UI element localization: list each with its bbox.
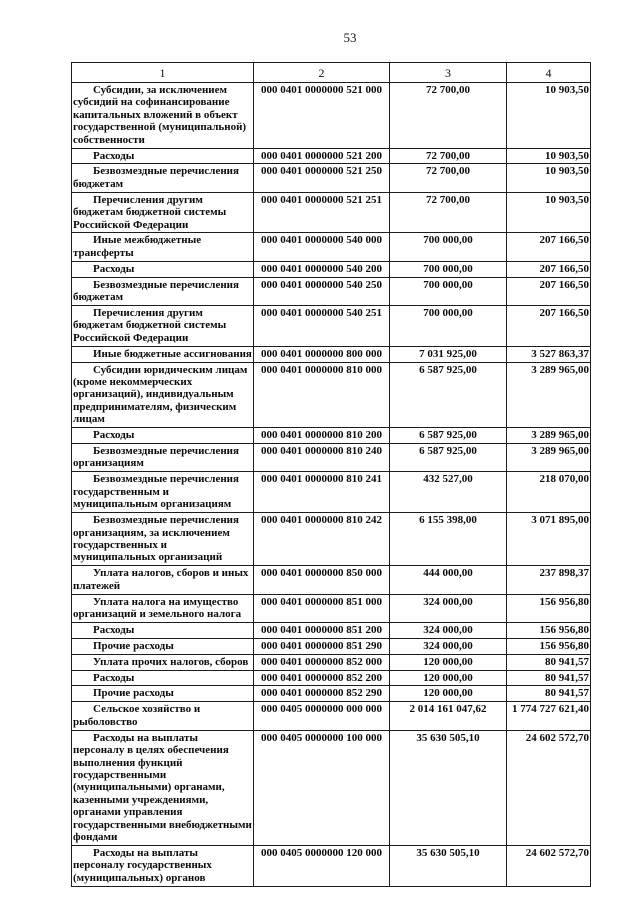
table-row	[72, 261, 591, 277]
value-cell-1: 324 000,00	[390, 594, 507, 622]
table-row	[72, 233, 591, 261]
value-cell-1: 444 000,00	[390, 566, 507, 594]
code-cell: 000 0401 0000000 810 242	[254, 513, 390, 566]
value-cell-1: 72 700,00	[390, 148, 507, 164]
value-cell-2: 3 071 895,00	[507, 513, 591, 566]
code-cell: 000 0401 0000000 810 241	[254, 472, 390, 513]
table-row	[72, 346, 591, 362]
value-cell-1: 120 000,00	[390, 654, 507, 670]
table-row	[72, 192, 591, 233]
value-cell-2: 24 602 572,70	[507, 845, 591, 886]
code-cell: 000 0401 0000000 852 000	[254, 654, 390, 670]
code-cell: 000 0405 0000000 100 000	[254, 730, 390, 845]
table-row	[72, 277, 591, 305]
value-cell-1: 35 630 505,10	[390, 730, 507, 845]
code-cell: 000 0401 0000000 521 250	[254, 164, 390, 192]
code-cell: 000 0401 0000000 852 290	[254, 686, 390, 702]
name-cell: Субсидии юридическим лицам (кроме некоммерческих организаций), индивидуальным предпринимателям, физическим лицам	[72, 362, 254, 428]
value-cell-1: 6 587 925,00	[390, 428, 507, 444]
table-row	[72, 686, 591, 702]
table-row	[72, 362, 591, 428]
value-cell-1: 35 630 505,10	[390, 845, 507, 886]
value-cell-2: 1 774 727 621,40	[507, 702, 591, 730]
value-cell-2: 10 903,50	[507, 83, 591, 149]
table-row	[72, 622, 591, 638]
value-cell-2: 80 941,57	[507, 654, 591, 670]
value-cell-2: 207 166,50	[507, 261, 591, 277]
value-cell-2: 156 956,80	[507, 622, 591, 638]
name-cell: Прочие расходы	[72, 638, 254, 654]
code-cell: 000 0401 0000000 810 000	[254, 362, 390, 428]
budget-table-header	[72, 63, 591, 83]
table-row	[72, 730, 591, 845]
table-row	[72, 164, 591, 192]
value-cell-1: 72 700,00	[390, 164, 507, 192]
name-cell: Безвозмездные перечисления бюджетам	[72, 164, 254, 192]
value-cell-1: 120 000,00	[390, 686, 507, 702]
name-cell: Расходы	[72, 670, 254, 686]
value-cell-2: 207 166,50	[507, 233, 591, 261]
value-cell-1: 6 587 925,00	[390, 444, 507, 472]
name-cell: Расходы	[72, 622, 254, 638]
value-cell-2: 80 941,57	[507, 686, 591, 702]
value-cell-2: 3 289 965,00	[507, 428, 591, 444]
value-cell-2: 10 903,50	[507, 164, 591, 192]
page-number: 53	[343, 30, 357, 45]
value-cell-2: 156 956,80	[507, 638, 591, 654]
value-cell-1: 2 014 161 047,62	[390, 702, 507, 730]
code-cell: 000 0401 0000000 851 000	[254, 594, 390, 622]
name-cell: Уплата налогов, сборов и иных платежей	[72, 566, 254, 594]
value-cell-1: 700 000,00	[390, 261, 507, 277]
name-cell: Иные бюджетные ассигнования	[72, 346, 254, 362]
code-cell: 000 0401 0000000 851 200	[254, 622, 390, 638]
value-cell-2: 24 602 572,70	[507, 730, 591, 845]
column-header-1: 1	[72, 63, 254, 83]
value-cell-1: 324 000,00	[390, 638, 507, 654]
name-cell: Безвозмездные перечисления бюджетам	[72, 277, 254, 305]
code-cell: 000 0405 0000000 000 000	[254, 702, 390, 730]
value-cell-1: 324 000,00	[390, 622, 507, 638]
name-cell: Расходы на выплаты персоналу в целях обеспечения выполнения функций государственными (муниципальными) органами, казенными учреждениями, органами управления государственными внебюджетными фондами	[72, 730, 254, 845]
name-cell: Субсидии, за исключением субсидий на софинансирование капитальных вложений в объект государственной (муниципальной) собственности	[72, 83, 254, 149]
table-row	[72, 654, 591, 670]
budget-table-body	[72, 83, 591, 887]
value-cell-1: 6 155 398,00	[390, 513, 507, 566]
name-cell: Прочие расходы	[72, 686, 254, 702]
value-cell-1: 700 000,00	[390, 277, 507, 305]
table-row	[72, 670, 591, 686]
name-cell: Расходы	[72, 261, 254, 277]
code-cell: 000 0401 0000000 800 000	[254, 346, 390, 362]
table-row	[72, 638, 591, 654]
table-row	[72, 148, 591, 164]
code-cell: 000 0401 0000000 540 250	[254, 277, 390, 305]
name-cell: Безвозмездные перечисления организациям	[72, 444, 254, 472]
code-cell: 000 0401 0000000 851 290	[254, 638, 390, 654]
value-cell-1: 432 527,00	[390, 472, 507, 513]
value-cell-1: 7 031 925,00	[390, 346, 507, 362]
value-cell-2: 3 289 965,00	[507, 362, 591, 428]
name-cell: Безвозмездные перечисления организациям, за исключением государственных и муниципальных организаций	[72, 513, 254, 566]
table-row	[72, 566, 591, 594]
name-cell: Безвозмездные перечисления государственным и муниципальным организациям	[72, 472, 254, 513]
value-cell-1: 72 700,00	[390, 192, 507, 233]
name-cell: Перечисления другим бюджетам бюджетной системы Российской Федерации	[72, 306, 254, 347]
budget-table	[71, 62, 591, 887]
value-cell-2: 3 527 863,37	[507, 346, 591, 362]
code-cell: 000 0405 0000000 120 000	[254, 845, 390, 886]
column-header-2: 2	[254, 63, 390, 83]
name-cell: Уплата прочих налогов, сборов	[72, 654, 254, 670]
code-cell: 000 0401 0000000 810 240	[254, 444, 390, 472]
value-cell-1: 700 000,00	[390, 306, 507, 347]
code-cell: 000 0401 0000000 521 200	[254, 148, 390, 164]
header-row	[72, 63, 591, 83]
value-cell-1: 700 000,00	[390, 233, 507, 261]
table-row	[72, 306, 591, 347]
table-row	[72, 83, 591, 149]
value-cell-2: 207 166,50	[507, 306, 591, 347]
name-cell: Уплата налога на имущество организаций и земельного налога	[72, 594, 254, 622]
value-cell-1: 120 000,00	[390, 670, 507, 686]
code-cell: 000 0401 0000000 540 000	[254, 233, 390, 261]
table-row	[72, 594, 591, 622]
column-header-4: 4	[507, 63, 591, 83]
code-cell: 000 0401 0000000 852 200	[254, 670, 390, 686]
code-cell: 000 0401 0000000 540 200	[254, 261, 390, 277]
value-cell-2: 10 903,50	[507, 192, 591, 233]
table-row	[72, 472, 591, 513]
name-cell: Иные межбюджетные трансферты	[72, 233, 254, 261]
table-row	[72, 513, 591, 566]
value-cell-2: 80 941,57	[507, 670, 591, 686]
name-cell: Перечисления другим бюджетам бюджетной системы Российской Федерации	[72, 192, 254, 233]
value-cell-2: 3 289 965,00	[507, 444, 591, 472]
value-cell-2: 156 956,80	[507, 594, 591, 622]
name-cell: Сельское хозяйство и рыболовство	[72, 702, 254, 730]
table-row	[72, 444, 591, 472]
name-cell: Расходы на выплаты персоналу государственных (муниципальных) органов	[72, 845, 254, 886]
name-cell: Расходы	[72, 428, 254, 444]
table-row	[72, 702, 591, 730]
code-cell: 000 0401 0000000 540 251	[254, 306, 390, 347]
name-cell: Расходы	[72, 148, 254, 164]
value-cell-1: 72 700,00	[390, 83, 507, 149]
code-cell: 000 0401 0000000 521 251	[254, 192, 390, 233]
column-header-3: 3	[390, 63, 507, 83]
value-cell-1: 6 587 925,00	[390, 362, 507, 428]
value-cell-2: 218 070,00	[507, 472, 591, 513]
table-row	[72, 428, 591, 444]
value-cell-2: 207 166,50	[507, 277, 591, 305]
code-cell: 000 0401 0000000 521 000	[254, 83, 390, 149]
code-cell: 000 0401 0000000 850 000	[254, 566, 390, 594]
code-cell: 000 0401 0000000 810 200	[254, 428, 390, 444]
value-cell-2: 10 903,50	[507, 148, 591, 164]
table-row	[72, 845, 591, 886]
value-cell-2: 237 898,37	[507, 566, 591, 594]
